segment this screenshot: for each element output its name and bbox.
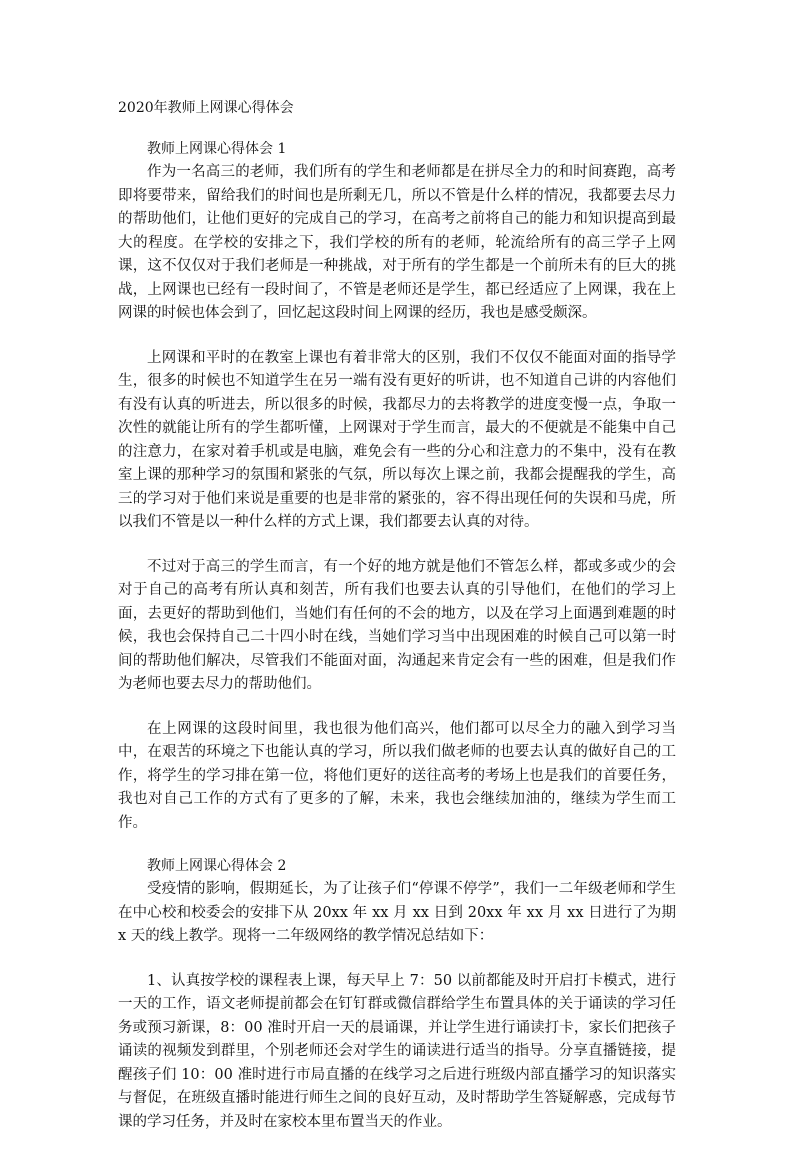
document-body — [118, 98, 676, 1155]
section-heading: 教师上网课心得体会 1 — [147, 141, 287, 157]
paragraph: 在上网课的这段时间里，我也很为他们高兴，他们都可以尽全力的融入到学习当中，在艰苦的环境之下也能认真的学习，所以我们做老师的也要去认真的做好自己的工作，将学生的学习排在第一位，将他们更好的送往高考的考场上也是我们的首要任务，我也对自己工作的方式有了更多的了解，未来，我也会继续加油的，继续为学生而工作。 — [118, 720, 676, 831]
section-2 — [118, 856, 676, 1134]
section-1 — [118, 139, 676, 835]
paragraph: 受疫情的影响，假期延长，为了让孩子们“停课不停学”，我们一二年级老师和学生在中心校和校委会的安排下从 20xx 年 xx 月 xx 日到 20xx 年 xx 月 xx 日进行了为期 x 天的线上教学。现将一二年级网络的教学情况总结如下： — [118, 881, 676, 944]
paragraph: 作为一名高三的老师，我们所有的学生和老师都是在拼尽全力的和时间赛跑，高考即将要带来，留给我们的时间也是所剩无几，所以不管是什么样的情况，我都要去尽力的帮助他们，让他们更好的完成自己的学习，在高考之前将自己的能力和知识提高到最大的程度。在学校的安排之下，我们学校的所有的老师，轮流给所有的高三学子上网课，这不仅仅对于我们老师是一种挑战，对于所有的学生都是一个前所未有的巨大的挑战，上网课也已经有一段时间了，不管是老师还是学生，都已经适应了上网课，我在上网课的时候也体会到了，回忆起这段时间上网课的经历，我也是感受颇深。 — [118, 164, 676, 321]
section-heading: 教师上网课心得体会 2 — [147, 858, 287, 874]
paragraph: 上网课和平时的在教室上课也有着非常大的区别，我们不仅仅不能面对面的指导学生，很多的时候也不知道学生在另一端有没有更好的听讲，也不知道自己讲的内容他们有没有认真的听进去，所以很多的时候，我都尽力的去将教学的进度变慢一点，争取一次性的就能让所有的学生都听懂，上网课对于学生而言，最大的不便就是不能集中自己的注意力，在家对着手机或是电脑，难免会有一些的分心和注意力的不集中，没有在教室上课的那种学习的氛围和紧张的气氛，所以每次上课之前，我都会提醒我的学生，高三的学习对于他们来说是重要的也是非常的紧张的，容不得出现任何的失误和马虎，所以我们不管是以一种什么样的方式上课，我们都要去认真的对待。 — [118, 349, 676, 530]
paragraph: 1、认真按学校的课程表上课，每天早上 7：50 以前都能及时开启打卡模式，进行一天的工作，语文老师提前都会在钉钉群或微信群给学生布置具体的关于诵读的学习任务或预习新课，8：00 准时开启一天的晨诵课，并让学生进行诵读打卡，家长们把孩子诵读的视频发到群里，个别老师还会对学生的诵读进行适当的指导。分享直播链接，提醒孩子们 10：00 准时进行市局直播的在线学习之后进行班级内部直播学习的知识落实与督促，在班级直播时能进行师生之间的良好互动，及时帮助学生答疑解惑，完成每节课的学习任务，并及时在家校本里布置当天的作业。 — [118, 972, 676, 1130]
document-title: 2020年教师上网课心得体会 — [118, 100, 294, 116]
paragraph: 不过对于高三的学生而言，有一个好的地方就是他们不管怎么样，都或多或少的会对于自己的高考有所认真和刻苦，所有我们也要去认真的引导他们，在他们的学习上面，去更好的帮助到他们，当她们有任何的不会的地方，以及在学习上面遇到难题的时候，我也会保持自己二十四小时在线，当她们学习当中出现困难的时候自己可以第一时间的帮助他们解决，尽管我们不能面对面，沟通起来肯定会有一些的困难，但是我们作为老师也要去尽力的帮助他们。 — [118, 558, 676, 692]
